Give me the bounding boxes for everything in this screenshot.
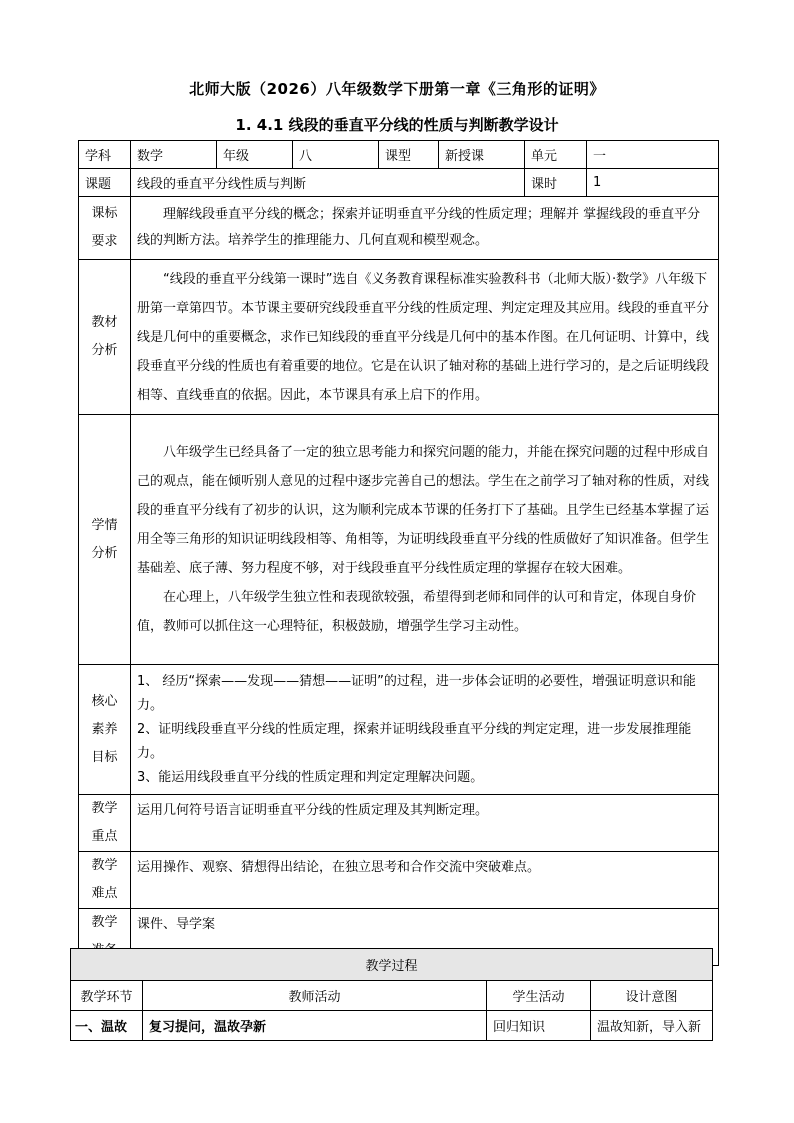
students-label: 学情 分析 — [79, 415, 131, 665]
process-header-intent: 设计意图 — [591, 981, 713, 1011]
subject-value: 数学 — [131, 141, 217, 169]
process-header-student: 学生活动 — [487, 981, 591, 1011]
process-intent-1: 温故知新，导入新 — [591, 1011, 713, 1041]
info-row-subject — [79, 141, 719, 169]
process-row-1 — [71, 1011, 713, 1041]
key-points-label: 教学 重点 — [79, 795, 131, 852]
process-stage-1: 一、温故 — [71, 1011, 143, 1041]
students-row — [79, 415, 719, 665]
process-title-row — [71, 949, 713, 981]
grade-label: 年级 — [217, 141, 293, 169]
students-para-2: 在心理上，八年级学生独立性和表现欲较强，希望得到老师和同伴的认可和肯定，体现自身价值，教师可以抓住这一心理特征，积极鼓励，增强学生学习主动性。 — [137, 590, 697, 634]
goal-item-2: 2、证明线段垂直平分线的性质定理，探索并证明线段垂直平分线的判定定理，进一步发展推理能力。 — [137, 721, 692, 761]
standard-text: 理解线段垂直平分线的概念；探索并证明垂直平分线的性质定理；理解并 掌握线段的垂直平分线的判断方法。培养学生的推理能力、几何直观和模型观念。 — [137, 207, 701, 248]
process-header-teacher: 教师活动 — [143, 981, 487, 1011]
document-subtitle: 1. 4.1 线段的垂直平分线的性质与判断教学设计 — [235, 116, 559, 134]
lesson-info-table — [78, 140, 719, 966]
difficulties-text: 运用操作、观察、猜想得出结论，在独立思考和合作交流中突破难点。 — [137, 860, 541, 875]
key-points-row — [79, 795, 719, 852]
topic-label: 课题 — [79, 169, 131, 197]
topic-value: 线段的垂直平分线性质与判断 — [131, 169, 525, 197]
unit-value: 一 — [587, 141, 719, 169]
teaching-process-table — [70, 948, 713, 1041]
standard-row — [79, 197, 719, 260]
info-row-topic — [79, 169, 719, 197]
difficulties-label: 教学 难点 — [79, 852, 131, 909]
material-text: “线段的垂直平分线第一课时”选自《义务教育课程标准实验教科书（北师大版）·数学》八年级下册第一章第四节。本节课主要研究线段垂直平分线的性质定理、判定定理及其应用。线段的垂直平分线是几何中的重要概念，求作已知线段的垂直平分线是几何中的基本作图。在几何证明、计算中，线段垂直平分线的性质也有着重要的地位。它是在认识了轴对称的基础上进行学习的，是之后证明线段相等、直线垂直的依据。因此，本节课具有承上启下的作用。 — [137, 271, 710, 403]
goal-item-1: 1、 经历“探索——发现——猜想——证明”的过程，进一步体会证明的必要性，增强证明意识和能力。 — [137, 673, 696, 713]
process-teacher-1: 复习提问，温故孕新 — [143, 1011, 487, 1041]
grade-value: 八 — [293, 141, 379, 169]
goals-row — [79, 665, 719, 795]
subject-label: 学科 — [79, 141, 131, 169]
material-row — [79, 260, 719, 415]
standard-label: 课标 要求 — [79, 197, 131, 260]
type-value: 新授课 — [439, 141, 525, 169]
hours-value: 1 — [587, 169, 719, 197]
key-points-text: 运用几何符号语言证明垂直平分线的性质定理及其判断定理。 — [137, 803, 489, 818]
process-header-row — [71, 981, 713, 1011]
process-title: 教学过程 — [71, 949, 713, 981]
hours-label: 课时 — [525, 169, 587, 197]
preparation-text: 课件、导学案 — [137, 917, 216, 932]
document-title: 北师大版（2026）八年级数学下册第一章《三角形的证明》 — [189, 80, 605, 98]
unit-label: 单元 — [525, 141, 587, 169]
goal-item-3: 3、能运用线段垂直平分线的性质定理和判定定理解决问题。 — [137, 769, 484, 785]
difficulties-row — [79, 852, 719, 909]
type-label: 课型 — [379, 141, 439, 169]
process-student-1: 回归知识 — [487, 1011, 591, 1041]
material-label: 教材 分析 — [79, 260, 131, 415]
students-para-1: 八年级学生已经具备了一定的独立思考能力和探究问题的能力，并能在探究问题的过程中形成自己的观点，能在倾听别人意见的过程中逐步完善自己的想法。学生在之前学习了轴对称的性质，对线段的垂直平分线有了初步的认识，这为顺利完成本节课的任务打下了基础。且学生已经基本掌握了运用全等三角形的知识证明线段相等、角相等，为证明线段垂直平分线的性质做好了知识准备。但学生基础差、底子薄、努力程度不够，对于线段垂直平分线性质定理的掌握存在较大困难。 — [137, 445, 710, 576]
preparation-label: 教学 — [79, 909, 131, 966]
process-header-stage: 教学环节 — [71, 981, 143, 1011]
goals-label: 核心 素养 目标 — [79, 665, 131, 795]
